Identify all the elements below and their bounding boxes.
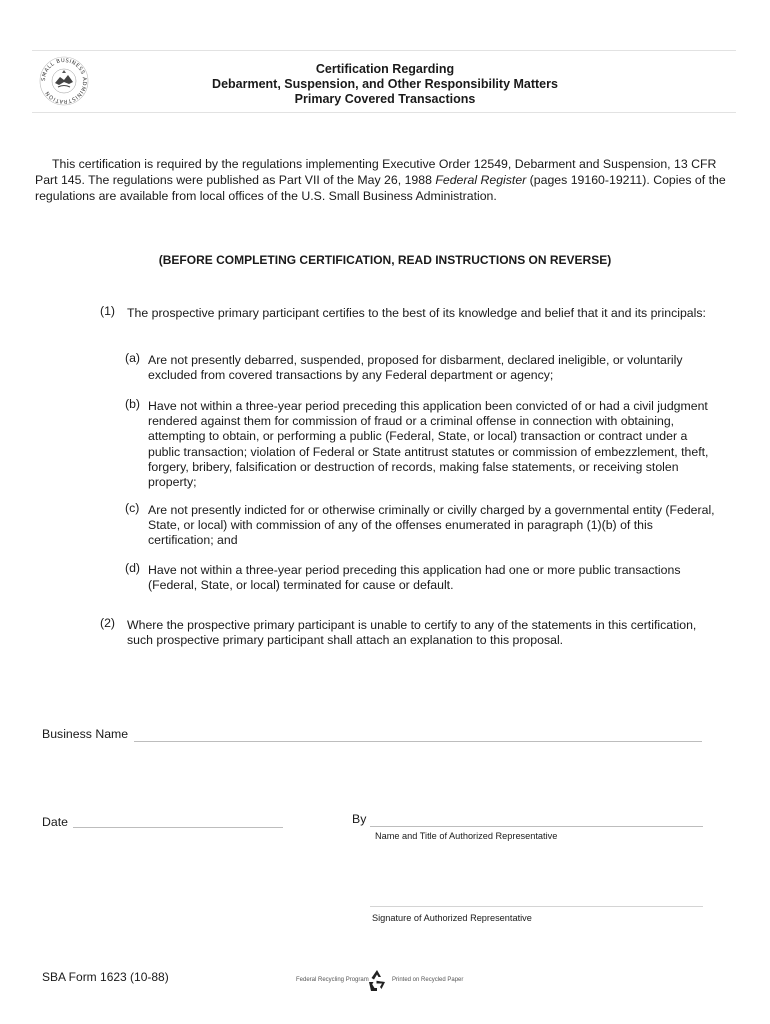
by-label: By [352, 812, 367, 826]
date-field[interactable] [73, 811, 283, 827]
subitem-d-text: Have not within a three-year period preceding this application had one or more public transactions (Federal, State, or local) terminated for cause or default. [148, 563, 681, 593]
item-1-number: (1) [100, 304, 116, 318]
subitem-d-letter: (d) [125, 561, 141, 575]
business-name-label: Business Name [42, 727, 129, 741]
item-1-text: The prospective primary participant certifies to the best of its knowledge and belief that it and its principals: [127, 306, 706, 320]
name-title-caption: Name and Title of Authorized Representative [375, 831, 558, 841]
instruction-heading: (BEFORE COMPLETING CERTIFICATION, READ INSTRUCTIONS ON REVERSE) [158, 253, 612, 267]
intro-emphasis: Federal Register [435, 173, 527, 187]
form-id: SBA Form 1623 (10-88) [42, 970, 169, 984]
title-line-3: Primary Covered Transactions [294, 92, 476, 106]
subitem-a-text: Are not presently debarred, suspended, proposed for disbarment, declared ineligible, or voluntarily excluded from covered transactions by any Federal department or agency; [148, 353, 683, 383]
form-title [0, 62, 770, 107]
intro-text-1: This certification is required by the regulations implementing Executive Order 12549, Debarment and Suspension, 13 CFR Part 145. The regulations were published as Part VII of the May 26, 1988 [35, 157, 717, 187]
subitem-b-letter: (b) [125, 397, 141, 411]
date-label: Date [42, 815, 68, 829]
subitem-b-text: Have not within a three-year period preceding this application been convicted of or had a civil judgment rendered against them for commission of fraud or a criminal offense in connection with obtaining, attempting to obtain, or performing a public (Federal, State, or local) transaction or contract under a public transaction; violation of Federal or State antitrust statutes or commission of embezzlement, theft, forgery, bribery, falsification or destruction of records, making false statements, or receiving stolen property; [148, 399, 709, 490]
subitem-c-text: Are not presently indicted for or otherwise criminally or civilly charged by a governmental entity (Federal, State, or local) with commission of any of the offenses enumerated in paragraph (1)(b) of this certification; and [148, 503, 715, 548]
signature-line [370, 906, 703, 907]
intro-paragraph [35, 156, 735, 204]
header-top-rule [32, 50, 736, 51]
svg-text:SMALL BUSINESS ADMINISTRATION: SMALL BUSINESS ADMINISTRATION [40, 57, 88, 105]
title-line-2: Debarment, Suspension, and Other Responsibility Matters [212, 77, 558, 91]
recycled-paper-text: Printed on Recycled Paper [392, 977, 464, 983]
recycle-icon [365, 968, 389, 994]
by-line [370, 826, 703, 827]
intro-text-2: (pages 19160-19211). Copies of the regulations are available from local offices of the U.S. Small Business Administration. [35, 173, 726, 203]
item-2-text: Where the prospective primary participant is unable to certify to any of the statements in this certification, such prospective primary participant shall attach an explanation to this proposal. [127, 618, 697, 648]
subitem-a-letter: (a) [125, 351, 141, 365]
title-line-1: Certification Regarding [315, 62, 455, 76]
date-line [73, 827, 283, 828]
signature-caption: Signature of Authorized Representative [372, 913, 532, 923]
item-2-number: (2) [100, 616, 116, 630]
authorized-name-field[interactable] [370, 810, 703, 826]
signature-field[interactable] [370, 890, 703, 906]
recycling-program-text: Federal Recycling Program [296, 977, 369, 983]
business-name-line [134, 741, 702, 742]
subitem-c-letter: (c) [125, 501, 140, 515]
business-name-field[interactable] [134, 724, 702, 740]
header-bottom-rule [32, 112, 736, 113]
